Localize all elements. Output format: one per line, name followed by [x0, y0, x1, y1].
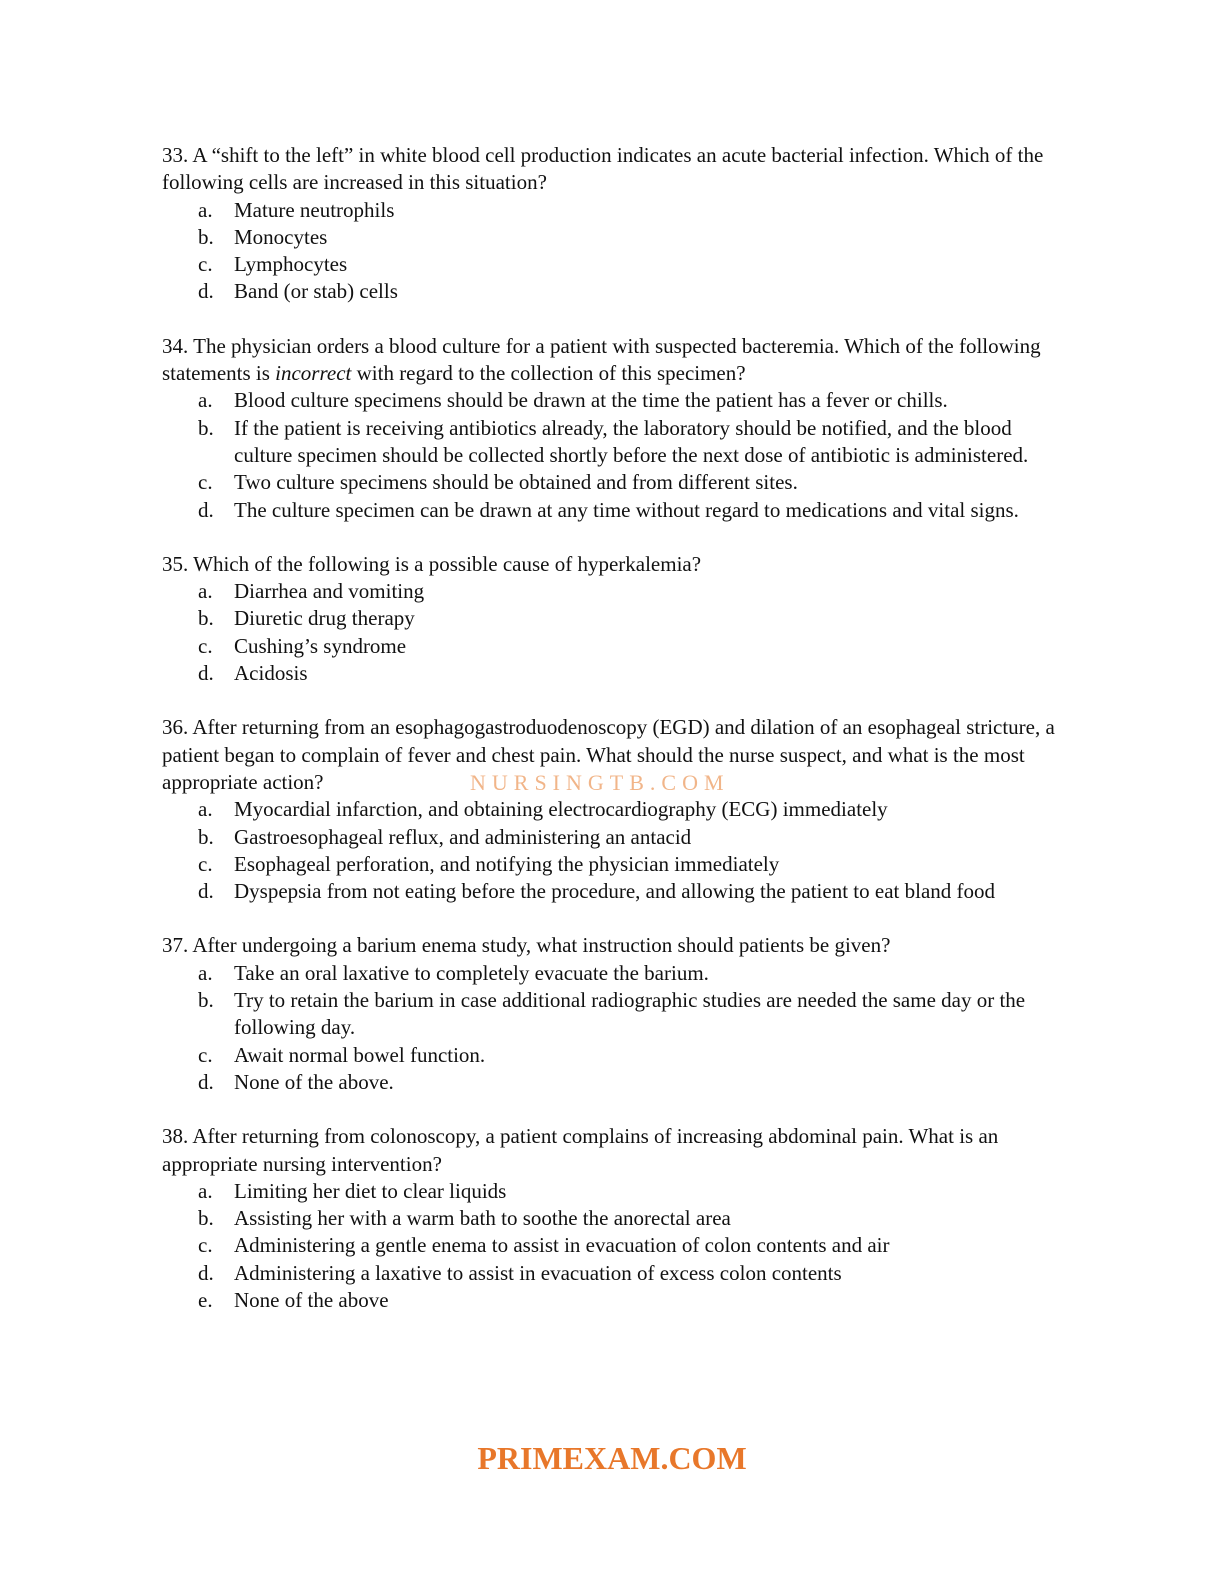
option-letter: b. — [198, 824, 214, 849]
option-item — [162, 415, 1062, 470]
option-text: Diuretic drug therapy — [234, 606, 415, 631]
option-text: Take an oral laxative to completely evacuate the barium. — [234, 960, 709, 985]
option-letter: a. — [198, 960, 213, 985]
option-letter: d. — [198, 879, 214, 904]
stem-before: 34. The physician orders a blood culture for a patient with suspected bacteremia. Which of the following statements is — [162, 333, 1041, 386]
option-letter: a. — [198, 388, 213, 413]
question-list — [162, 142, 1062, 1341]
footer-brand: PRIMEXAM.COM — [477, 1440, 747, 1476]
option-item — [162, 1287, 1062, 1314]
option-letter: a. — [198, 579, 213, 604]
option-text: Blood culture specimens should be drawn at the time the patient has a fever or chills. — [234, 388, 948, 413]
option-item — [162, 878, 1062, 905]
option-item — [162, 1042, 1062, 1069]
option-text: Mature neutrophils — [234, 197, 395, 222]
option-item — [162, 796, 1062, 823]
option-text: Administering a gentle enema to assist in evacuation of colon contents and air — [234, 1233, 890, 1258]
watermark: NURSINGTB.COM — [470, 770, 730, 795]
option-text: The culture specimen can be drawn at any time without regard to medications and vital signs. — [234, 497, 1019, 522]
option-letter: b. — [198, 1206, 214, 1231]
option-text: Assisting her with a warm bath to soothe the anorectal area — [234, 1206, 731, 1231]
option-item — [162, 497, 1062, 524]
option-letter: c. — [198, 1233, 213, 1258]
option-text: Cushing’s syndrome — [234, 633, 407, 658]
option-text: Lymphocytes — [234, 252, 348, 277]
option-text: Administering a laxative to assist in evacuation of excess colon contents — [234, 1260, 842, 1285]
option-item — [162, 224, 1062, 251]
option-letter: a. — [198, 1178, 213, 1203]
option-letter: d. — [198, 1069, 214, 1094]
option-item — [162, 1260, 1062, 1287]
option-letter: e. — [198, 1287, 213, 1312]
option-item — [162, 1069, 1062, 1096]
option-letter: c. — [198, 1042, 213, 1067]
option-letter: a. — [198, 797, 213, 822]
option-item — [162, 1205, 1062, 1232]
question-stem: 33. A “shift to the left” in white blood cell production indicates an acute bacterial infection. Which of the following cells are increased in this situation? — [162, 143, 1044, 195]
option-letter: b. — [198, 224, 214, 249]
option-item — [162, 278, 1062, 305]
option-list — [162, 578, 1062, 687]
question-37 — [162, 932, 1062, 1096]
option-letter: d. — [198, 279, 214, 304]
option-letter: c. — [198, 851, 213, 876]
option-item — [162, 1232, 1062, 1259]
option-item — [162, 251, 1062, 278]
option-letter: b. — [198, 415, 214, 440]
option-item — [162, 469, 1062, 496]
question-stem: 37. After undergoing a barium enema study, what instruction should patients be given? — [162, 933, 891, 958]
question-33 — [162, 142, 1062, 306]
question-stem: 35. Which of the following is a possible cause of hyperkalemia? — [162, 551, 702, 576]
option-item — [162, 851, 1062, 878]
option-text: Myocardial infarction, and obtaining electrocardiography (ECG) immediately — [234, 797, 888, 822]
option-text: If the patient is receiving antibiotics already, the laboratory should be notified, and the blood culture specimen should be collected shortly before the next dose of antibiotic is administered. — [234, 415, 1029, 467]
option-item — [162, 987, 1062, 1042]
option-letter: b. — [198, 606, 214, 631]
option-list — [162, 796, 1062, 905]
question-stem: 38. After returning from colonoscopy, a patient complains of increasing abdominal pain. What is an appropriate nursing intervention? — [162, 1124, 999, 1176]
question-38 — [162, 1123, 1062, 1314]
option-item — [162, 605, 1062, 632]
stem-emphasis: incorrect — [275, 361, 352, 386]
option-text: Gastroesophageal reflux, and administering an antacid — [234, 824, 692, 849]
option-letter: d. — [198, 1260, 214, 1285]
option-list — [162, 960, 1062, 1096]
option-letter: c. — [198, 252, 213, 277]
option-text: Two culture specimens should be obtained and from different sites. — [234, 470, 798, 495]
option-list — [162, 197, 1062, 306]
option-text: None of the above — [234, 1287, 389, 1312]
option-text: Dyspepsia from not eating before the procedure, and allowing the patient to eat bland food — [234, 879, 996, 904]
option-item — [162, 633, 1062, 660]
option-list — [162, 1178, 1062, 1314]
option-item — [162, 824, 1062, 851]
option-item — [162, 387, 1062, 414]
question-34 — [162, 333, 1062, 524]
option-text: Band (or stab) cells — [234, 279, 398, 304]
question-stem: 36. After returning from an esophagogastroduodenoscopy (EGD) and dilation of an esophageal stricture, a patient began to complain of fever and chest pain. What should the nurse suspect, and what is the most appropriate action? — [162, 715, 1055, 794]
question-35 — [162, 551, 1062, 687]
option-list — [162, 387, 1062, 523]
option-letter: a. — [198, 197, 213, 222]
option-text: Acidosis — [234, 661, 308, 686]
option-letter: b. — [198, 988, 214, 1013]
option-text: Esophageal perforation, and notifying the physician immediately — [234, 851, 780, 876]
option-item — [162, 960, 1062, 987]
question-36 — [162, 714, 1062, 905]
option-text: Await normal bowel function. — [234, 1042, 486, 1067]
option-item — [162, 197, 1062, 224]
option-letter: d. — [198, 497, 214, 522]
question-stem — [162, 333, 1062, 388]
option-item — [162, 578, 1062, 605]
option-item — [162, 1178, 1062, 1205]
option-text: Try to retain the barium in case additional radiographic studies are needed the same day or the following day. — [234, 988, 1026, 1040]
option-text: Diarrhea and vomiting — [234, 579, 425, 604]
option-text: Monocytes — [234, 224, 328, 249]
option-letter: d. — [198, 661, 214, 686]
stem-after: with regard to the collection of this specimen? — [351, 361, 746, 386]
option-item — [162, 660, 1062, 687]
option-text: None of the above. — [234, 1069, 394, 1094]
option-letter: c. — [198, 633, 213, 658]
option-text: Limiting her diet to clear liquids — [234, 1178, 507, 1203]
option-letter: c. — [198, 470, 213, 495]
